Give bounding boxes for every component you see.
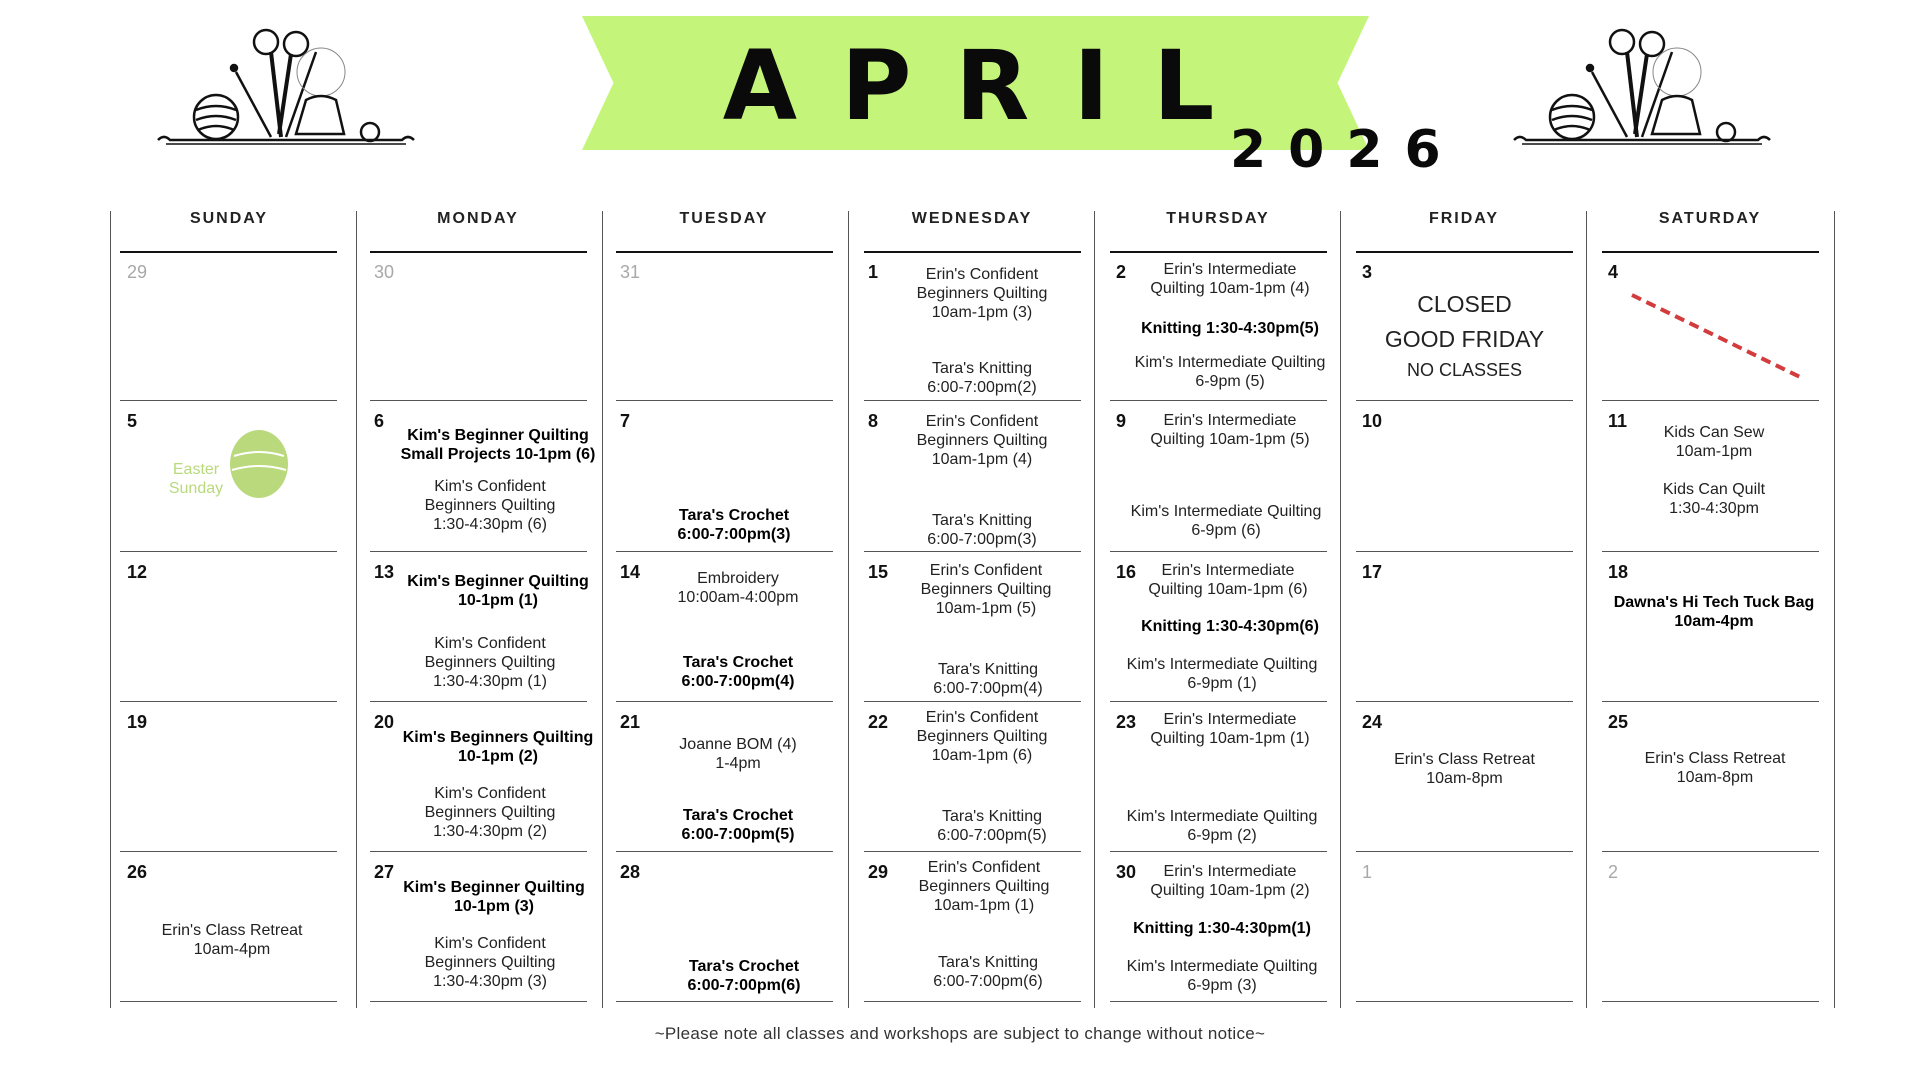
header-underline [1110, 251, 1327, 253]
row-divider [1110, 551, 1327, 552]
row-divider [1356, 551, 1573, 552]
row-divider [1602, 701, 1819, 702]
day-number: 22 [868, 712, 889, 732]
row-divider [1110, 851, 1327, 852]
day-number: 7 [620, 411, 631, 431]
year-title: 2026 [1230, 120, 1463, 180]
row-divider [1602, 400, 1819, 401]
weekday-sunday: SUNDAY [189, 210, 269, 227]
event-s11-quilt: Kids Can Quilt 1:30-4:30pm [1662, 481, 1766, 517]
column-divider [1586, 211, 1587, 1008]
row-divider [864, 851, 1081, 852]
day-number: 17 [1362, 562, 1383, 582]
column-divider [356, 211, 357, 1008]
weekday-saturday: SATURDAY [1658, 210, 1762, 227]
day-number: 26 [127, 862, 148, 882]
row-divider [864, 551, 1081, 552]
header-underline [370, 251, 587, 253]
row-divider [1602, 851, 1819, 852]
weekday-thursday: THURSDAY [1166, 210, 1270, 227]
row-divider [370, 400, 587, 401]
event-t16-kim: Kim's Intermediate Quilting 6-9pm (1) [1126, 656, 1318, 692]
event-w1-erin: Erin's Confident Beginners Quilting 10am-1pm (3) [916, 266, 1048, 321]
day-number: 5 [127, 411, 138, 431]
event-w22-erin: Erin's Confident Beginners Quilting 10am-1pm (6) [916, 709, 1048, 764]
event-t2-erin: Erin's Intermediate Quilting 10am-1pm (4) [1150, 261, 1310, 297]
day-number: 9 [1116, 411, 1127, 431]
header-underline [616, 251, 833, 253]
event-w8-erin: Erin's Confident Beginners Quilting 10am-1pm (4) [916, 413, 1048, 468]
event-t30-erin: Erin's Intermediate Quilting 10am-1pm (2) [1150, 863, 1310, 899]
event-t23-erin: Erin's Intermediate Quilting 10am-1pm (1) [1150, 711, 1310, 747]
header-underline [1356, 251, 1573, 253]
row-divider [616, 1001, 833, 1002]
column-divider [1834, 211, 1835, 1008]
row-divider [120, 1001, 337, 1002]
event-t21-joanne: Joanne BOM (4) 1-4pm [679, 736, 797, 772]
day-number: 10 [1362, 411, 1383, 431]
event-t16-erin: Erin's Intermediate Quilting 10am-1pm (6) [1148, 562, 1308, 598]
row-divider [1356, 851, 1573, 852]
weekday-monday: MONDAY [437, 210, 519, 227]
event-t9-erin: Erin's Intermediate Quilting 10am-1pm (5) [1150, 412, 1310, 448]
day-number: 2 [1608, 862, 1619, 882]
day-number: 21 [620, 712, 641, 732]
column-divider [848, 211, 849, 1008]
event-w15-tara: Tara's Knitting 6:00-7:00pm(4) [933, 661, 1043, 697]
day-number: 1 [1362, 862, 1373, 882]
day-number: 30 [374, 262, 395, 282]
closed-label: CLOSED [1417, 291, 1512, 317]
event-w8-tara: Tara's Knitting 6:00-7:00pm(3) [927, 512, 1037, 548]
day-number: 27 [374, 862, 395, 882]
day-number: 29 [868, 862, 889, 882]
event-t30-kim: Kim's Intermediate Quilting 6-9pm (3) [1126, 958, 1318, 994]
row-divider [370, 851, 587, 852]
row-divider [616, 400, 833, 401]
row-divider [1602, 1001, 1819, 1002]
row-divider [616, 701, 833, 702]
event-t21-tara: Tara's Crochet 6:00-7:00pm(5) [681, 807, 795, 843]
event-w15-erin: Erin's Confident Beginners Quilting 10am-1pm (5) [920, 562, 1052, 617]
day-number: 2 [1116, 262, 1127, 282]
event-t30-knit: Knitting 1:30-4:30pm(1) [1133, 920, 1311, 937]
day-number: 24 [1362, 712, 1383, 732]
event-w1-tara: Tara's Knitting 6:00-7:00pm(2) [927, 360, 1037, 396]
weekday-wednesday: WEDNESDAY [911, 210, 1033, 227]
event-m6-kim-beginner: Kim's Beginner Quilting Small Projects 10-1pm (6) [400, 427, 596, 463]
sewing-notions-icon [1512, 22, 1772, 152]
event-m6-kim-confident: Kim's Confident Beginners Quilting 1:30-4:30pm (6) [424, 478, 556, 533]
day-number: 11 [1608, 411, 1628, 431]
row-divider [1356, 400, 1573, 401]
event-t7-tara: Tara's Crochet 6:00-7:00pm(3) [677, 507, 791, 543]
event-w22-tara: Tara's Knitting 6:00-7:00pm(5) [937, 808, 1047, 844]
day-number: 12 [127, 562, 148, 582]
row-divider [864, 1001, 1081, 1002]
column-divider [110, 211, 111, 1008]
event-m20-kim-confident: Kim's Confident Beginners Quilting 1:30-4:30pm (2) [424, 785, 556, 840]
footer-note: ~Please note all classes and workshops are subject to change without notice~ [654, 1024, 1266, 1043]
day-number: 31 [620, 262, 641, 282]
row-divider [1110, 701, 1327, 702]
event-t28-tara: Tara's Crochet 6:00-7:00pm(6) [687, 958, 801, 994]
day-number: 16 [1116, 562, 1137, 582]
row-divider [1110, 400, 1327, 401]
month-title: APRIL [722, 30, 1259, 142]
weekday-tuesday: TUESDAY [679, 210, 769, 227]
row-divider [1602, 551, 1819, 552]
day-number: 3 [1362, 262, 1373, 282]
event-m20-kim-beginners: Kim's Beginners Quilting 10-1pm (2) [402, 729, 594, 765]
day-number: 30 [1116, 862, 1137, 882]
row-divider [1110, 1001, 1327, 1002]
row-divider [370, 701, 587, 702]
day-number: 13 [374, 562, 395, 582]
event-m27-kim-beginner: Kim's Beginner Quilting 10-1pm (3) [403, 879, 585, 915]
good-friday-label: GOOD FRIDAY [1384, 326, 1545, 352]
event-t2-kim: Kim's Intermediate Quilting 6-9pm (5) [1134, 354, 1326, 390]
day-number: 25 [1608, 712, 1629, 732]
event-t14-embroidery: Embroidery 10:00am-4:00pm [677, 570, 799, 606]
day-number: 29 [127, 262, 148, 282]
row-divider [1356, 1001, 1573, 1002]
day-number: 14 [620, 562, 641, 582]
day-number: 20 [374, 712, 395, 732]
event-s18-dawna: Dawna's Hi Tech Tuck Bag 10am-4pm [1613, 594, 1815, 630]
event-w29-tara: Tara's Knitting 6:00-7:00pm(6) [933, 954, 1043, 990]
day-number: 4 [1608, 262, 1619, 282]
event-t14-tara: Tara's Crochet 6:00-7:00pm(4) [681, 654, 795, 690]
event-t16-knit: Knitting 1:30-4:30pm(6) [1141, 618, 1319, 635]
event-su26-retreat: Erin's Class Retreat 10am-4pm [161, 922, 303, 958]
strikethrough-line [1628, 291, 1804, 381]
day-number: 15 [868, 562, 889, 582]
event-f24-retreat: Erin's Class Retreat 10am-8pm [1394, 751, 1535, 787]
day-number: 23 [1116, 712, 1137, 732]
header-underline [1602, 251, 1819, 253]
event-s11-sew: Kids Can Sew 10am-1pm [1663, 424, 1765, 460]
row-divider [370, 1001, 587, 1002]
row-divider [1356, 701, 1573, 702]
row-divider [120, 400, 337, 401]
day-number: 19 [127, 712, 148, 732]
easter-egg-icon [228, 426, 290, 498]
event-m13-kim-beginner: Kim's Beginner Quilting 10-1pm (1) [407, 573, 589, 609]
day-number: 18 [1608, 562, 1629, 582]
row-divider [616, 551, 833, 552]
sewing-notions-icon [156, 22, 416, 152]
weekday-friday: FRIDAY [1428, 210, 1500, 227]
row-divider [864, 701, 1081, 702]
row-divider [120, 701, 337, 702]
no-classes-label: NO CLASSES [1406, 360, 1523, 380]
event-m27-kim-confident: Kim's Confident Beginners Quilting 1:30-4:30pm (3) [424, 935, 556, 990]
row-divider [616, 851, 833, 852]
event-t2-knit: Knitting 1:30-4:30pm(5) [1141, 320, 1319, 337]
row-divider [120, 551, 337, 552]
event-s25-retreat: Erin's Class Retreat 10am-8pm [1644, 750, 1786, 786]
day-number: 8 [868, 411, 879, 431]
header-underline [864, 251, 1081, 253]
row-divider [120, 851, 337, 852]
day-number: 6 [374, 411, 385, 431]
event-t23-kim: Kim's Intermediate Quilting 6-9pm (2) [1126, 808, 1318, 844]
event-w29-erin: Erin's Confident Beginners Quilting 10am-1pm (1) [918, 859, 1050, 914]
event-t9-kim: Kim's Intermediate Quilting 6-9pm (6) [1130, 503, 1322, 539]
row-divider [370, 551, 587, 552]
row-divider [864, 400, 1081, 401]
easter-sunday-label: Easter Sunday [168, 461, 224, 497]
event-m13-kim-confident: Kim's Confident Beginners Quilting 1:30-4:30pm (1) [424, 635, 556, 690]
header-underline [120, 251, 337, 253]
day-number: 28 [620, 862, 641, 882]
day-number: 1 [868, 262, 879, 282]
